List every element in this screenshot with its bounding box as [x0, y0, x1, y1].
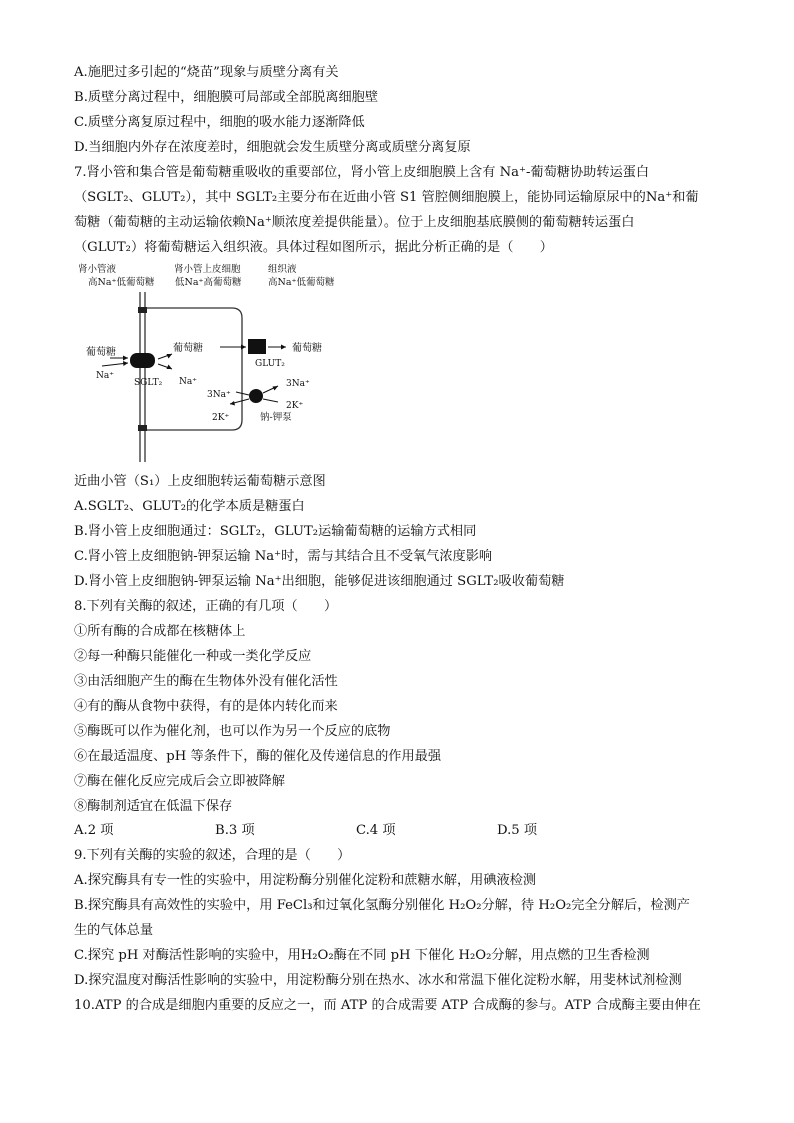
label-2k-left: 2K⁺ [212, 413, 230, 423]
glucose-transport-diagram [72, 262, 344, 462]
arrow-2k-in [263, 399, 278, 402]
q8-item-3: ③由活细胞产生的酶在生物体外没有催化活性 [74, 674, 338, 689]
label-glut2: GLUT₂ [255, 359, 285, 369]
label-3na-left: 3Na⁺ [207, 390, 231, 400]
label-na-in: Na⁺ [96, 371, 114, 381]
q6-option-d: D.当细胞内外存在浓度差时，细胞就会发生质壁分离或质壁分离复原 [74, 140, 471, 155]
q6-option-b: B.质壁分离过程中，细胞膜可局部或全部脱离细胞壁 [74, 90, 379, 105]
q7-stem-line-2: （SGLT₂、GLUT₂），其中 SGLT₂主要分布在近曲小管 S1 管腔侧细胞膜上，能协同运输原尿中的Na⁺和葡 [74, 190, 699, 205]
q7-option-b: B.肾小管上皮细胞通过：SGLT₂，GLUT₂运输葡萄糖的运输方式相同 [74, 524, 477, 539]
tight-junction-bottom [138, 425, 147, 431]
q7-option-c: C.肾小管上皮细胞钠-钾泵运输 Na⁺时，需与其结合且不受氧气浓度影响 [74, 549, 493, 564]
q8-item-4: ④有的酶从食物中获得，有的是体内转化而来 [74, 699, 338, 714]
q10-stem: 10.ATP 的合成是细胞内重要的反应之一，而 ATP 的合成需要 ATP 合成酶的参与。ATP 合成酶主要由伸在 [74, 998, 701, 1013]
label-tissue-fluid: 组织液 [268, 264, 297, 275]
label-epithelial-cell: 肾小管上皮细胞 [174, 264, 241, 275]
q8-item-6: ⑥在最适温度、pH 等条件下，酶的催化及传递信息的作用最强 [74, 749, 442, 764]
label-3na-right: 3Na⁺ [286, 379, 310, 389]
label-tubule-fluid: 肾小管液 [78, 264, 117, 275]
label-na-k-pump: 钠-钾泵 [260, 412, 292, 423]
q6-option-a: A.施肥过多引起的“烧苗”现象与质壁分离有关 [74, 65, 339, 80]
q7-option-a: A.SGLT₂、GLUT₂的化学本质是糖蛋白 [74, 499, 305, 514]
q7-stem-line-1: 7.肾小管和集合管是葡萄糖重吸收的重要部位，肾小管上皮细胞膜上含有 Na⁺-葡萄糖协助转运蛋白 [74, 165, 650, 180]
label-sglt2: SGLT₂ [134, 378, 163, 388]
label-tissue-fluid-conc: 高Na⁺低葡萄糖 [268, 277, 335, 288]
label-tubule-fluid-conc: 高Na⁺低葡萄糖 [88, 277, 155, 288]
q8-item-8: ⑧酶制剂适宜在低温下保存 [74, 799, 233, 814]
q7-option-d: D.肾小管上皮细胞钠-钾泵运输 Na⁺出细胞，能够促进该细胞通过 SGLT₂吸收葡萄糖 [74, 574, 565, 589]
q8-options [74, 822, 537, 840]
q8-item-7: ⑦酶在催化反应完成后会立即被降解 [74, 774, 285, 789]
glut2-transporter [248, 339, 266, 354]
q8-option-c: C.4 项 [356, 823, 396, 838]
label-glucose-mid: 葡萄糖 [173, 343, 203, 354]
label-epithelial-cell-conc: 低Na⁺高葡萄糖 [175, 277, 242, 288]
q8-item-1: ①所有酶的合成都在核糖体上 [74, 624, 246, 639]
na-k-pump [249, 389, 263, 403]
q9-option-b-cont: 生的气体总量 [74, 923, 154, 938]
q9-option-a: A.探究酶具有专一性的实验中，用淀粉酶分别催化淀粉和蔗糖水解，用碘液检测 [74, 873, 537, 888]
label-glucose-right: 葡萄糖 [292, 343, 322, 354]
sglt2-transporter [130, 353, 155, 368]
q8-option-b: B.3 项 [215, 823, 255, 838]
q7-figure-caption: 近曲小管（S₁）上皮细胞转运葡萄糖示意图 [74, 474, 326, 489]
q8-stem: 8.下列有关酶的叙述，正确的有几项（ ） [74, 599, 338, 614]
tight-junction-top [138, 307, 147, 313]
q8-item-2: ②每一种酶只能催化一种或一类化学反应 [74, 649, 312, 664]
q7-stem-line-4: （GLUT₂）将葡萄糖运入组织液。具体过程如图所示，据此分析正确的是（ ） [74, 240, 553, 255]
label-2k-right: 2K⁺ [286, 401, 304, 411]
q9-option-d: D.探究温度对酶活性影响的实验中，用淀粉酶分别在热水、冰水和常温下催化淀粉水解，用斐林试剂检测 [74, 973, 682, 988]
label-na-out: Na⁺ [179, 377, 197, 387]
q9-option-c: C.探究 pH 对酶活性影响的实验中，用H₂O₂酶在不同 pH 下催化 H₂O₂分解，用点燃的卫生香检测 [74, 948, 650, 963]
q8-option-a: A.2 项 [74, 823, 114, 838]
q6-option-c: C.质壁分离复原过程中，细胞的吸水能力逐渐降低 [74, 115, 365, 130]
q9-option-b: B.探究酶具有高效性的实验中，用 FeCl₃和过氧化氢酶分别催化 H₂O₂分解，待 H₂O₂完全分解后，检测产 [74, 898, 690, 913]
q9-stem: 9.下列有关酶的实验的叙述，合理的是（ ） [74, 848, 351, 863]
q8-item-5: ⑤酶既可以作为催化剂，也可以作为另一个反应的底物 [74, 724, 391, 739]
label-glucose-left: 葡萄糖 [86, 347, 116, 358]
q7-stem-line-3: 萄糖（葡萄糖的主动运输依赖Na⁺顺浓度差提供能量）。位于上皮细胞基底膜侧的葡萄糖转运蛋白 [74, 215, 635, 230]
q8-option-d: D.5 项 [497, 823, 538, 838]
